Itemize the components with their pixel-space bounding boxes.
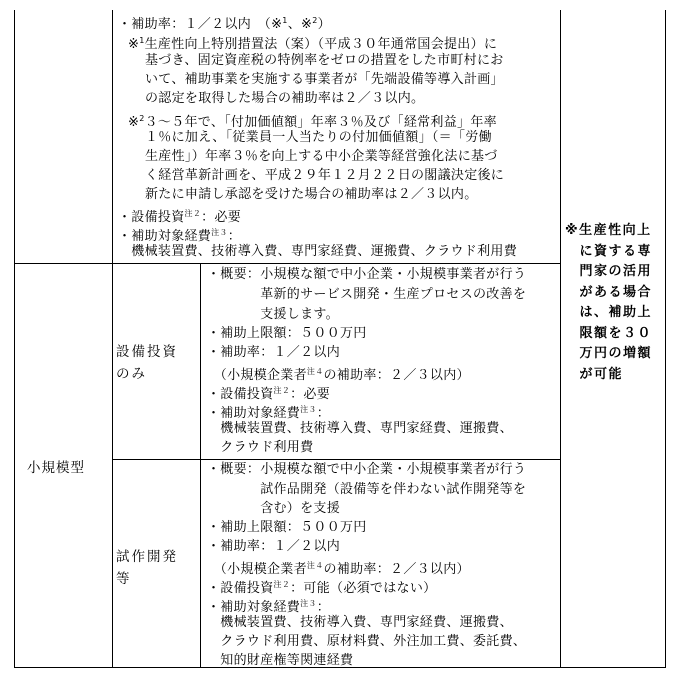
note-2-line-5: 新たに申請し承認を受けた場合の補助率は２／３以内。 [145,187,478,202]
note-1-line-3: いて、補助事業を実施する事業者が「先端設備等導入計画」 [145,72,504,87]
note-2-line-3: 生産性」）年率３％を向上する中小企業等経営強化法に基づ [145,149,498,164]
subsidy-limit-line: ・補助上限額：５００万円 [207,520,367,535]
equipment-only-label-line2: のみ [116,366,147,382]
equipment-investment-line: ・設備投資$^{注2}$：可能（必須ではない） [207,580,437,596]
eligible-expenses-line: ・補助対象経費$^{注3}$： [207,405,331,421]
note-2-line-2: １％に加え、「従業員一人当たりの付加価値額」（＝「労働 [145,130,492,145]
prototype-label-line1: 試作開発 [116,549,178,565]
overview-line-3: 含む）を支援 [207,501,341,516]
overview-line-2: 試作品開発（設備等を伴わない試作開発等を [207,482,527,497]
note-2-line-4: く経営革新計画を、平成２９年１２月２２日の閣議決定後に [145,168,505,183]
table-divider-col3 [560,10,561,668]
equipment-only-label-line1: 設備投資 [116,344,178,360]
small-type-label: 小規模型 [27,460,85,476]
table-border-left [14,10,15,668]
note-1-line-4: の認定を取得した場合の補助率は２／３以内。 [145,91,425,106]
prototype-label-line2: 等 [116,571,132,587]
equipment-only-label [116,341,178,385]
table-divider-col2 [200,263,201,668]
table-rule-upper [14,263,560,264]
note-2-line-1: ※$^2$３～５年で、「付加価値額」年率３％及び「経常利益」年率 [128,114,497,130]
table-border-right [665,10,666,668]
eligible-expenses-line: ・補助対象経費$^{注3}$： [118,228,242,244]
eligible-expenses-list-2: クラウド利用費 [207,440,314,455]
eligible-expenses-list: 機械装置費、技術導入費、専門家経費、運搬費、クラウド利用費 [118,244,518,259]
subsidy-rate-line: ・補助率：１／２以内 [207,539,341,554]
eligible-expenses-list-1: 機械装置費、技術導入費、専門家経費、運搬費、 [207,421,513,436]
small-business-rate-line: （小規模企業者$^{注4}$の補助率：２／３以内） [207,561,470,577]
eligible-expenses-list-2: クラウド利用費、原材料費、外注加工費、委託費、 [207,634,527,649]
prototype-label [116,546,178,590]
overview-line-3: 支援します。 [207,307,339,322]
side-note-line: 万円の増額 [565,346,653,361]
side-note-line: に資する専 [565,243,653,259]
equipment-investment-line: ・設備投資$^{注2}$：必要 [207,386,331,402]
small-business-rate-line: （小規模企業者$^{注4}$の補助率：２／３以内） [207,367,470,383]
subsidy-rate-line: ・補助率：１／２以内 （※$^1$、※$^2$） [118,16,331,32]
note-1-line-1: ※$^1$生産性向上特別措置法（案）（平成３０年通常国会提出）に [128,36,498,52]
equipment-investment-line: ・設備投資$^{注2}$：必要 [118,209,242,225]
side-note-line: が可能 [565,366,624,382]
overview-line-1: ・概要：小規模な額で中小企業・小規模事業者が行う [207,267,527,282]
overview-line-1: ・概要：小規模な額で中小企業・小規模事業者が行う [207,462,527,477]
eligible-expenses-list-1: 機械装置費、技術導入費、専門家経費、運搬費、 [207,615,513,630]
side-note-line: ※生産性向上 [565,223,652,238]
overview-line-2: 革新的サービス開発・生産プロセスの改善を [207,287,527,302]
side-note [565,221,652,385]
side-note-line: 門家の活用 [565,264,653,279]
table-divider-col1 [112,10,113,668]
eligible-expenses-list-3: 知的財産権等関連経費 [207,653,354,668]
subsidy-rate-line: ・補助率：１／２以内 [207,345,341,360]
subsidy-limit-line: ・補助上限額：５００万円 [207,326,367,341]
note-1-line-2: 基づき、固定資産税の特例率をゼロの措置をした市町村にお [145,53,504,68]
side-note-line: は、補助上 [565,305,653,320]
side-note-line: 限額を３０ [565,325,653,341]
eligible-expenses-line: ・補助対象経費$^{注3}$： [207,599,331,615]
side-note-line: がある場合 [565,284,653,300]
